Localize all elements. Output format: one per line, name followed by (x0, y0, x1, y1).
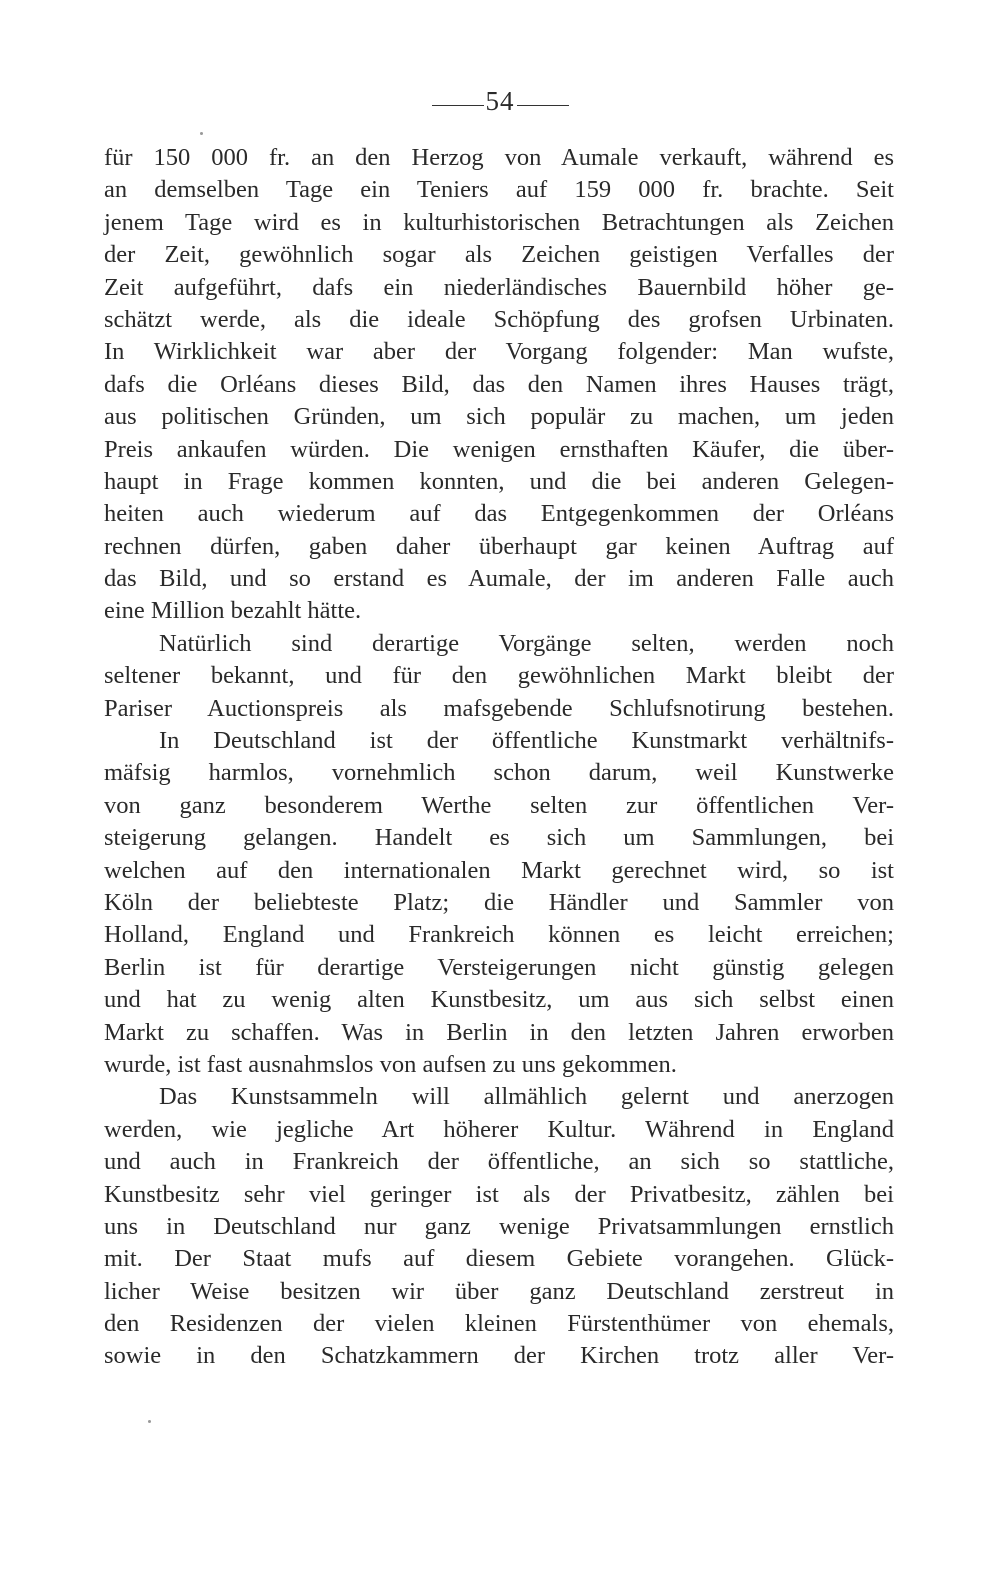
text-line: den Residenzen der vielen kleinen Fürstenthümer von ehemals, (104, 1310, 894, 1338)
text-line: licher Weise besitzen wir über ganz Deutschland zerstreut in (104, 1277, 894, 1305)
text-line: mit. Der Staat mufs auf diesem Gebiete vorangehen. Glück- (104, 1245, 894, 1273)
text-line: Das Kunstsammeln will allmählich gelernt und anerzogen (159, 1083, 894, 1111)
text-line: In Wirklichkeit war aber der Vorgang folgender: Man wufste, (104, 338, 894, 366)
text-line: In Deutschland ist der öffentliche Kunstmarkt verhältnifs- (159, 727, 894, 755)
page-number-header (0, 86, 1000, 117)
text-line: der Zeit, gewöhnlich sogar als Zeichen geistigen Verfalles der (104, 241, 894, 269)
text-line: Markt zu schaffen. Was in Berlin in den letzten Jahren erworben (104, 1018, 894, 1046)
text-line: Kunstbesitz sehr viel geringer ist als der Privatbesitz, zählen bei (104, 1180, 894, 1208)
text-line: für 150 000 fr. an den Herzog von Aumale verkauft, während es (104, 144, 894, 171)
text-line: sowie in den Schatzkammern der Kirchen trotz aller Ver- (104, 1342, 894, 1370)
text-line: rechnen dürfen, gaben daher überhaupt gar keinen Auftrag auf (104, 532, 894, 560)
text-line: und hat zu wenig alten Kunstbesitz, um aus sich selbst einen (104, 986, 894, 1014)
text-line: Berlin ist für derartige Versteigerungen nicht günstig gelegen (104, 953, 894, 981)
text-line: werden, wie jegliche Art höherer Kultur. Während in England (104, 1115, 894, 1143)
text-line: mäfsig harmlos, vornehmlich schon darum, weil Kunstwerke (104, 759, 894, 787)
text-line: Köln der beliebteste Platz; die Händler und Sammler von (104, 888, 894, 916)
text-line: eine Million bezahlt hätte. (104, 597, 362, 625)
text-line: das Bild, und so erstand es Aumale, der im anderen Falle auch (104, 565, 894, 593)
text-line: seltener bekannt, und für den gewöhnlichen Markt bleibt der (104, 662, 894, 690)
text-line: und auch in Frankreich der öffentliche, an sich so stattliche, (104, 1148, 894, 1176)
text-line: steigerung gelangen. Handelt es sich um Sammlungen, bei (104, 824, 894, 852)
text-line: Natürlich sind derartige Vorgänge selten, werden noch (159, 629, 894, 657)
page-number: 54 (485, 86, 515, 116)
text-line: Holland, England und Frankreich können es leicht erreichen; (104, 921, 894, 949)
text-line: Preis ankaufen würden. Die wenigen ernsthaften Käufer, die über- (104, 435, 894, 463)
header-rule-right (517, 105, 569, 106)
header-rule-left (432, 105, 484, 106)
text-line: schätzt werde, als die ideale Schöpfung des grofsen Urbinaten. (104, 305, 894, 333)
text-line: uns in Deutschland nur ganz wenige Privatsammlungen ernstlich (104, 1212, 894, 1240)
text-line: von ganz besonderem Werthe selten zur öffentlichen Ver- (104, 791, 894, 819)
text-line: heiten auch wiederum auf das Entgegenkommen der Orléans (104, 500, 894, 528)
text-line: wurde, ist fast ausnahmslos von aufsen zu uns gekommen. (104, 1050, 677, 1078)
text-line: jenem Tage wird es in kulturhistorischen Betrachtungen als Zeichen (104, 208, 894, 236)
body-text (104, 142, 894, 1373)
text-line: Pariser Auctionspreis als mafsgebende Schlufsnotirung bestehen. (104, 694, 894, 722)
paper-speck (148, 1420, 151, 1423)
text-line: dafs die Orléans dieses Bild, das den Namen ihres Hauses trägt, (104, 370, 894, 398)
text-line: Zeit aufgeführt, dafs ein niederländisches Bauernbild höher ge- (104, 273, 894, 301)
text-line: welchen auf den internationalen Markt gerechnet wird, so ist (104, 856, 894, 884)
text-line: an demselben Tage ein Teniers auf 159 000 fr. brachte. Seit (104, 176, 894, 204)
paper-speck (200, 132, 203, 135)
text-line: aus politischen Gründen, um sich populär zu machen, um jeden (104, 403, 894, 431)
text-line: haupt in Frage kommen konnten, und die bei anderen Gelegen- (104, 467, 894, 495)
